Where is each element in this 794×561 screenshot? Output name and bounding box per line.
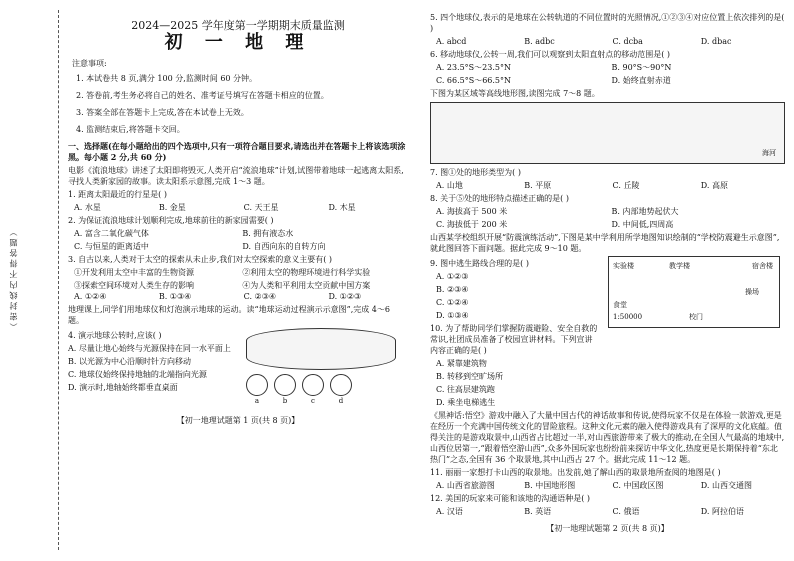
- exam-title: 初 一 地 理: [164, 32, 312, 53]
- right-q1-stem: 6. 移动地球仪,公转一周,我们可以观察到太阳直射点的移动范围是( ): [430, 50, 671, 59]
- right-q6-options: [436, 271, 600, 321]
- option: D. 乘坐电梯逃生: [436, 398, 496, 407]
- globe-c: c: [302, 374, 324, 407]
- binding-text: （ 密 封 线 内 不 得 答 题 ）: [9, 228, 18, 332]
- globes-row: [246, 374, 396, 407]
- right-q10-stem: 12. 美国的玩家来可能和该地的沟通语种是( ): [430, 494, 591, 503]
- right-q1-options: [436, 62, 785, 86]
- right-column: [430, 10, 785, 534]
- option: C. 俄语: [612, 507, 640, 516]
- section-title: 一、选择题(在每小题给出的四个选项中,只有一项符合题目要求,请选出并在答题卡上将该选项涂黑。每小题 2 分,共 60 分): [68, 141, 406, 162]
- option: ③探索空间环境对人类生存的影响: [74, 281, 194, 290]
- school-map: 实验楼 教学楼 宿舍楼 食堂 操场 校门 1:50000: [608, 256, 780, 328]
- right-q3-options: [436, 180, 785, 191]
- option: B. ①③④: [158, 292, 192, 301]
- right-q9-options: [436, 480, 785, 491]
- option: C. 天王星: [243, 203, 279, 212]
- right-q9-stem: 11. 丽丽一家想打卡山西的取景地。出发前,她了解山西的取景地所查阅的地图是( ): [430, 468, 721, 477]
- option: B. 中国地形图: [524, 481, 576, 490]
- left-q3-options: [74, 267, 408, 291]
- option: D. 始终直射赤道: [611, 76, 671, 85]
- q4-block: [68, 328, 408, 407]
- option: D. ①②③: [328, 292, 362, 301]
- option: B. adbc: [524, 37, 555, 46]
- left-column: [68, 10, 408, 426]
- option: B. 90°S～90°N: [611, 63, 672, 72]
- option: C. 66.5°S～66.5°N: [436, 76, 512, 85]
- left-q1-options: [74, 202, 408, 213]
- option: A. ①②③: [436, 272, 469, 281]
- option: B. 内部地势起伏大: [611, 207, 679, 216]
- globe-b: b: [274, 374, 296, 407]
- q9-10-block: [430, 256, 785, 408]
- option: B. 拥有液态水: [242, 229, 294, 238]
- option: D. 山西交通图: [700, 481, 753, 490]
- option: D. 阿拉伯语: [700, 507, 745, 516]
- left-q2-stem: 2. 为保证流浪地球计划顺利完成,地球前往的新家园需要( ): [68, 216, 274, 225]
- option: B. 转移到空旷场所: [436, 372, 503, 381]
- left-footer: 【初一地理试题第 1 页(共 8 页)】: [176, 416, 300, 425]
- option: A. ①②④: [74, 292, 107, 301]
- option: B. ②③④: [436, 285, 469, 294]
- option: ④为人类和平利用太空贡献中国方案: [242, 281, 371, 290]
- note-3: 3. 答案全部在答题卡上完成,答在本试卷上无效。: [76, 108, 249, 117]
- right-q6-stem: 9. 图中逃生路线合理的是( ): [430, 259, 529, 268]
- option: ①开发利用太空中丰富的生物资源: [74, 268, 194, 277]
- option: B. 平原: [524, 181, 552, 190]
- q4-text: [68, 328, 238, 407]
- option: A. 紧靠建筑物: [436, 359, 487, 368]
- right-q7-stem: 10. 为了帮助同学们掌握防震避险、安全自救的常识,社团成员准备了校园宣讲材料。下列宣讲内容正确的是( ): [430, 324, 598, 355]
- right-q2-stem: 下图为某区域等高线地形图,读图完成 7～8 题。: [430, 89, 600, 98]
- left-q0-stem: 电影《流浪地球》讲述了太阳即将毁灭,人类开启“流浪地球”计划,试图带着地球一起逃离太阳系,寻找人类新家园的故事。读太阳系示意图,完成 1～3 题。: [68, 166, 404, 186]
- left-q5-stem: 地理课上,同学们用地球仪和灯泡演示地球的运动。读“地球运动过程演示示意图”,完成 4～6 题。: [68, 305, 390, 325]
- orbit-figure: [246, 328, 396, 370]
- option: D. 演示时,地轴始终都垂直桌面: [68, 383, 178, 392]
- option: D. 高原: [700, 181, 729, 190]
- right-q8-stem: 《黑神话:悟空》游戏中融入了大量中国古代的神话故事和传说,使得玩家不仅是在体验一款游戏,更是在经历一个充满中国传统文化的冒险旅程。这种文化元素的融入使得游戏具有了深厚的文化底蕴。值得关注的是游戏取景中,山西省占比超过一半,对山西旅游带来了极大的推动,在全国人气最高的地域中,山西位居第一,“跟着悟空游山西”,众多外国玩家也纷纷前来探访中华文化,热度更是长期保持着“东北热门”之态,全国有 36 个取景地,其中山西占 27 个。据此完成 11～12 题。: [430, 411, 785, 464]
- option: D. 木星: [328, 203, 356, 212]
- right-q5-stem: 山西某学校组织开展“防震演练活动”,下图是某中学利用所学地图知识绘制的“学校防震避生示意图”,就此图回答下面问题。据此完成 9～10 题。: [430, 233, 780, 253]
- right-q0-options: [436, 36, 785, 47]
- option: C. 与恒星的距离适中: [74, 242, 149, 251]
- right-q7-options: [436, 358, 600, 408]
- option: A. 山地: [436, 181, 463, 190]
- option: C. 地球仪始终保持地轴的北端指向光源: [68, 370, 207, 379]
- option: C. 往高层建筑跑: [436, 385, 495, 394]
- left-q2-options: [74, 228, 408, 252]
- contour-map: 海河: [430, 102, 785, 164]
- option: ②利用太空的物理环境进行科学实验: [242, 268, 371, 277]
- globe-d: d: [330, 374, 352, 407]
- option: A. 山西省旅游图: [436, 481, 495, 490]
- binding-strip: [8, 10, 59, 550]
- option: A. 海拔高于 500 米: [436, 207, 508, 216]
- option: A. 汉语: [436, 507, 463, 516]
- note-4: 4. 监测结束后,将答题卡交回。: [76, 125, 185, 134]
- right-q0-stem: 5. 四个地球仪,表示的是地球在公转轨道的不同位置时的光照情况,①②③④对应位置上依次排列的是( ): [430, 13, 785, 33]
- right-q4-options: [436, 206, 785, 230]
- right-q3-stem: 7. 图①处的地形类型为( ): [430, 168, 521, 177]
- left-q1-stem: 1. 距离太阳最近的行星是( ): [68, 190, 167, 199]
- left-q6-stem: 4. 演示地球公转时,应该( ): [68, 331, 162, 340]
- globe-diagram: [246, 328, 396, 407]
- option: B. 英语: [524, 507, 552, 516]
- option: A. abcd: [436, 37, 467, 46]
- option: C. 中国政区图: [612, 481, 664, 490]
- exam-year: 2024—2025 学年度第一学期期末质量监测: [131, 19, 345, 32]
- note-2: 2. 答卷前,考生务必将自己的姓名、准考证号填写在答题卡相应的位置。: [76, 91, 329, 100]
- option: B. 金星: [158, 203, 186, 212]
- right-footer: 【初一地理试题第 2 页(共 8 页)】: [546, 524, 669, 533]
- option: A. 富含二氧化碳气体: [74, 229, 149, 238]
- right-q4-stem: 8. 关于⑤处的地形特点描述正确的是( ): [430, 194, 569, 203]
- option: D. ①③④: [436, 311, 469, 320]
- q9-10-text: [430, 256, 600, 408]
- option: D. 中间低,四周高: [611, 220, 674, 229]
- option: B. 以光源为中心沿顺时针方向移动: [68, 357, 191, 366]
- option: C. 丘陵: [612, 181, 640, 190]
- globe-a: a: [246, 374, 268, 407]
- option: C. 海拔低于 200 米: [436, 220, 508, 229]
- option: A. 23.5°S～23.5°N: [436, 63, 511, 72]
- option: A. 水星: [74, 203, 101, 212]
- left-q3b-options: [74, 291, 408, 302]
- left-q3-stem: 3. 自古以来,人类对于太空的探索从未止步,我们对太空探索的意义主要有( ): [68, 255, 333, 264]
- option: D. 自西向东的自转方向: [242, 242, 326, 251]
- notes-title: 注意事项:: [72, 59, 107, 68]
- option: C. ①②④: [436, 298, 469, 307]
- option: C. ②③④: [243, 292, 277, 301]
- right-q10-options: [436, 506, 785, 517]
- note-1: 1. 本试卷共 8 页,满分 100 分,监测时间 60 分钟。: [76, 74, 258, 83]
- option: A. 尽量让地心始终与光源保持在同一水平面上: [68, 344, 231, 353]
- option: D. dbac: [700, 37, 732, 46]
- option: C. dcba: [612, 37, 643, 46]
